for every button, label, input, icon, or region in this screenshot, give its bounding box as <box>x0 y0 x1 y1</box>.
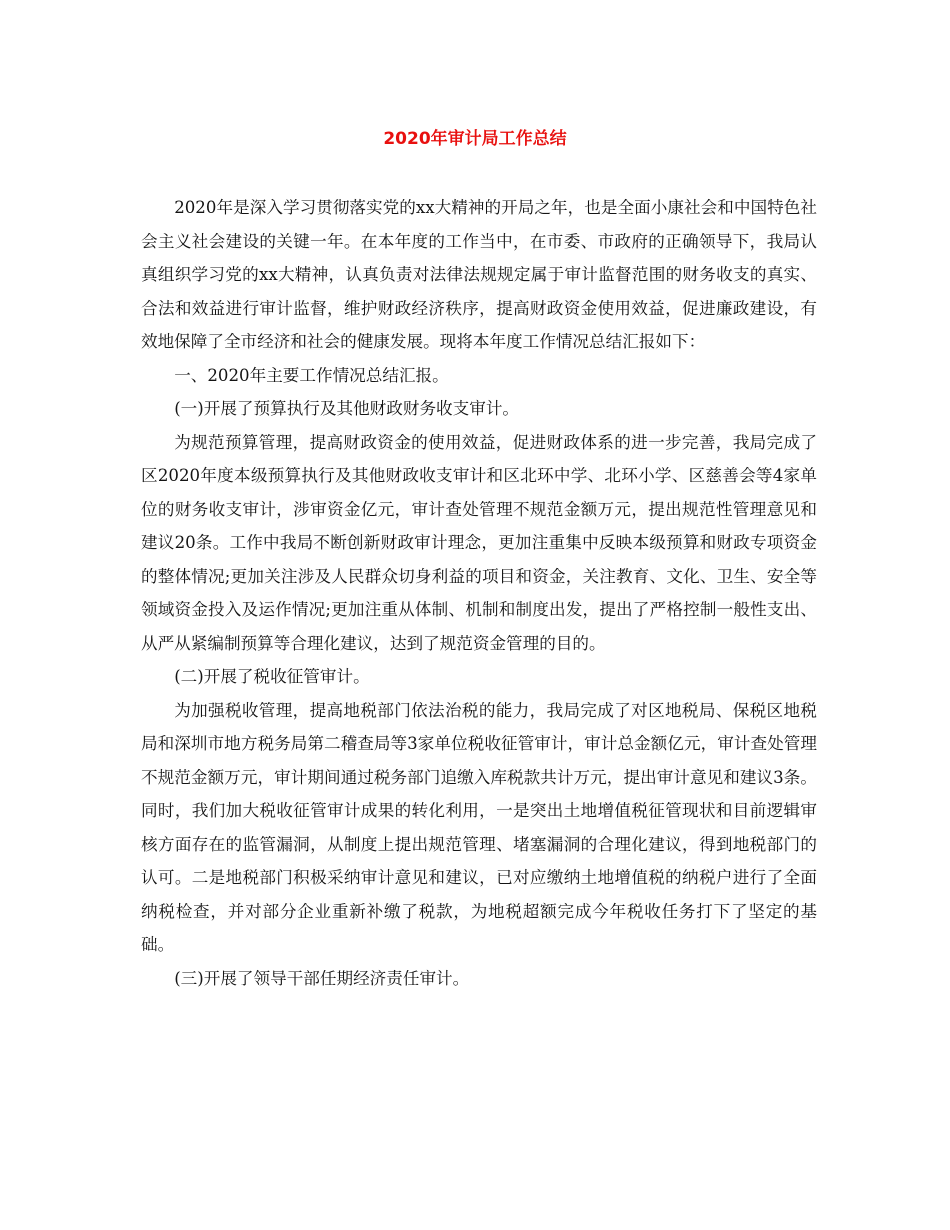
subsection-heading-2: (二)开展了税收征管审计。 <box>174 667 370 686</box>
document-title: 2020年审计局工作总结 <box>383 129 567 149</box>
subsection-heading-3: (三)开展了领导干部任期经济责任审计。 <box>174 968 470 988</box>
paragraph-budget-audit: 为规范预算管理，提高财政资金的使用效益，促进财政体系的进一步完善，我局完成了区2020年度本级预算执行及其他财政收支审计和区北环中学、北环小学、区慈善会等4家单位的财务收支审计，涉审资金亿元，审计查处管理不规范金额万元，提出规范性管理意见和建议20条。工作中我局不断创新财政审计理念，更加注重集中反映本级预算和财政专项资金的整体情况;更加关注涉及人民群众切身利益的项目和资金，关注教育、文化、卫生、安全等领域资金投入及运作情况;更加注重从体制、机制和制度出发，提出了严格控制一般性支出、从严从紧编制预算等合理化建议，达到了规范资金管理的目的。 <box>141 432 817 653</box>
subsection-heading-1: (一)开展了预算执行及其他财政财务收支审计。 <box>174 399 520 418</box>
paragraph-tax-audit: 为加强税收管理，提高地税部门依法治税的能力，我局完成了对区地税局、保税区地税局和深圳市地方税务局第二稽查局等3家单位税收征管审计，审计总金额亿元，审计查处管理不规范金额万元，审计期间通过税务部门追缴入库税款共计万元，提出审计意见和建议3条。同时，我们加大税收征管审计成果的转化利用，一是突出土地增值税征管现状和目前逻辑审核方面存在的监管漏洞，从制度上提出规范管理、堵塞漏洞的合理化建议，得到地税部门的认可。二是地税部门积极采纳审计意见和建议，已对应缴纳土地增值税的纳税户进行了全面纳税检查，并对部分企业重新补缴了税款，为地税超额完成今年税收任务打下了坚定的基础。 <box>141 700 817 954</box>
document-body <box>141 191 817 995</box>
paragraph-intro: 2020年是深入学习贯彻落实党的xx大精神的开局之年，也是全面小康社会和中国特色社会主义社会建设的关键一年。在本年度的工作当中，在市委、市政府的正确领导下，我局认真组织学习党的xx大精神，认真负责对法律法规规定属于审计监督范围的财务收支的真实、合法和效益进行审计监督，维护财政经济秩序，提高财政资金使用效益，促进廉政建设，有效地保障了全市经济和社会的健康发展。现将本年度工作情况总结汇报如下： <box>141 198 817 351</box>
section-heading-1: 一、2020年主要工作情况总结汇报。 <box>174 365 449 385</box>
